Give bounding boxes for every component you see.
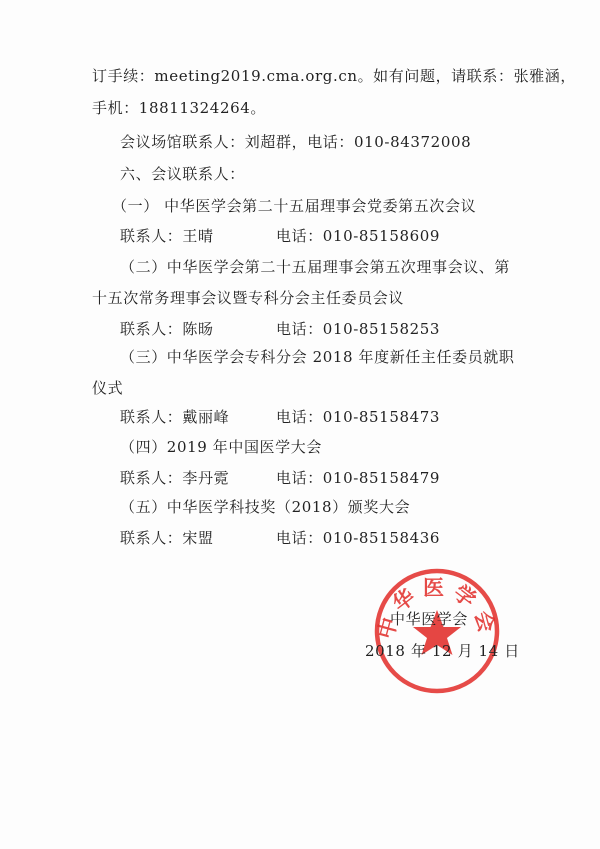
item-title: （一） 中华医学会第二十五届理事会党委第五次会议 [112,197,477,215]
signature-date: 2018 年 12 月 14 日 [365,642,520,660]
official-seal-stamp [372,566,502,696]
contact-line: 联系人：宋盟 电话：010-85158436 [120,529,441,547]
body-line: 会议场馆联系人：刘超群，电话：010-84372008 [120,133,472,151]
item-title: 仪式 [92,379,124,397]
contact-line: 联系人：李丹霓 电话：010-85158479 [120,469,441,487]
contact-line: 联系人：戴丽峰 电话：010-85158473 [120,408,441,426]
signature-organization: 中华医学会 [390,610,469,628]
contact-line: 联系人：陈旸 电话：010-85158253 [120,320,441,338]
svg-text:中华医学会: 中华医学会 [373,576,501,642]
section-heading: 六、会议联系人： [120,165,245,183]
contact-line: 联系人：王晴 电话：010-85158609 [120,227,441,245]
body-line: 手机：18811324264。 [92,99,266,117]
body-line: 订手续：meeting2019.cma.org.cn。如有问题，请联系：张雅涵， [92,67,576,85]
item-title: （二）中华医学会第二十五届理事会第五次理事会议、第 [120,258,511,276]
item-title: （三）中华医学会专科分会 2018 年度新任主任委员就职 [120,348,515,366]
item-title: （五）中华医学科技奖（2018）颁奖大会 [120,498,411,516]
item-title: 十五次常务理事会议暨专科分会主任委员会议 [92,289,405,307]
item-title: （四）2019 年中国医学大会 [120,438,322,456]
